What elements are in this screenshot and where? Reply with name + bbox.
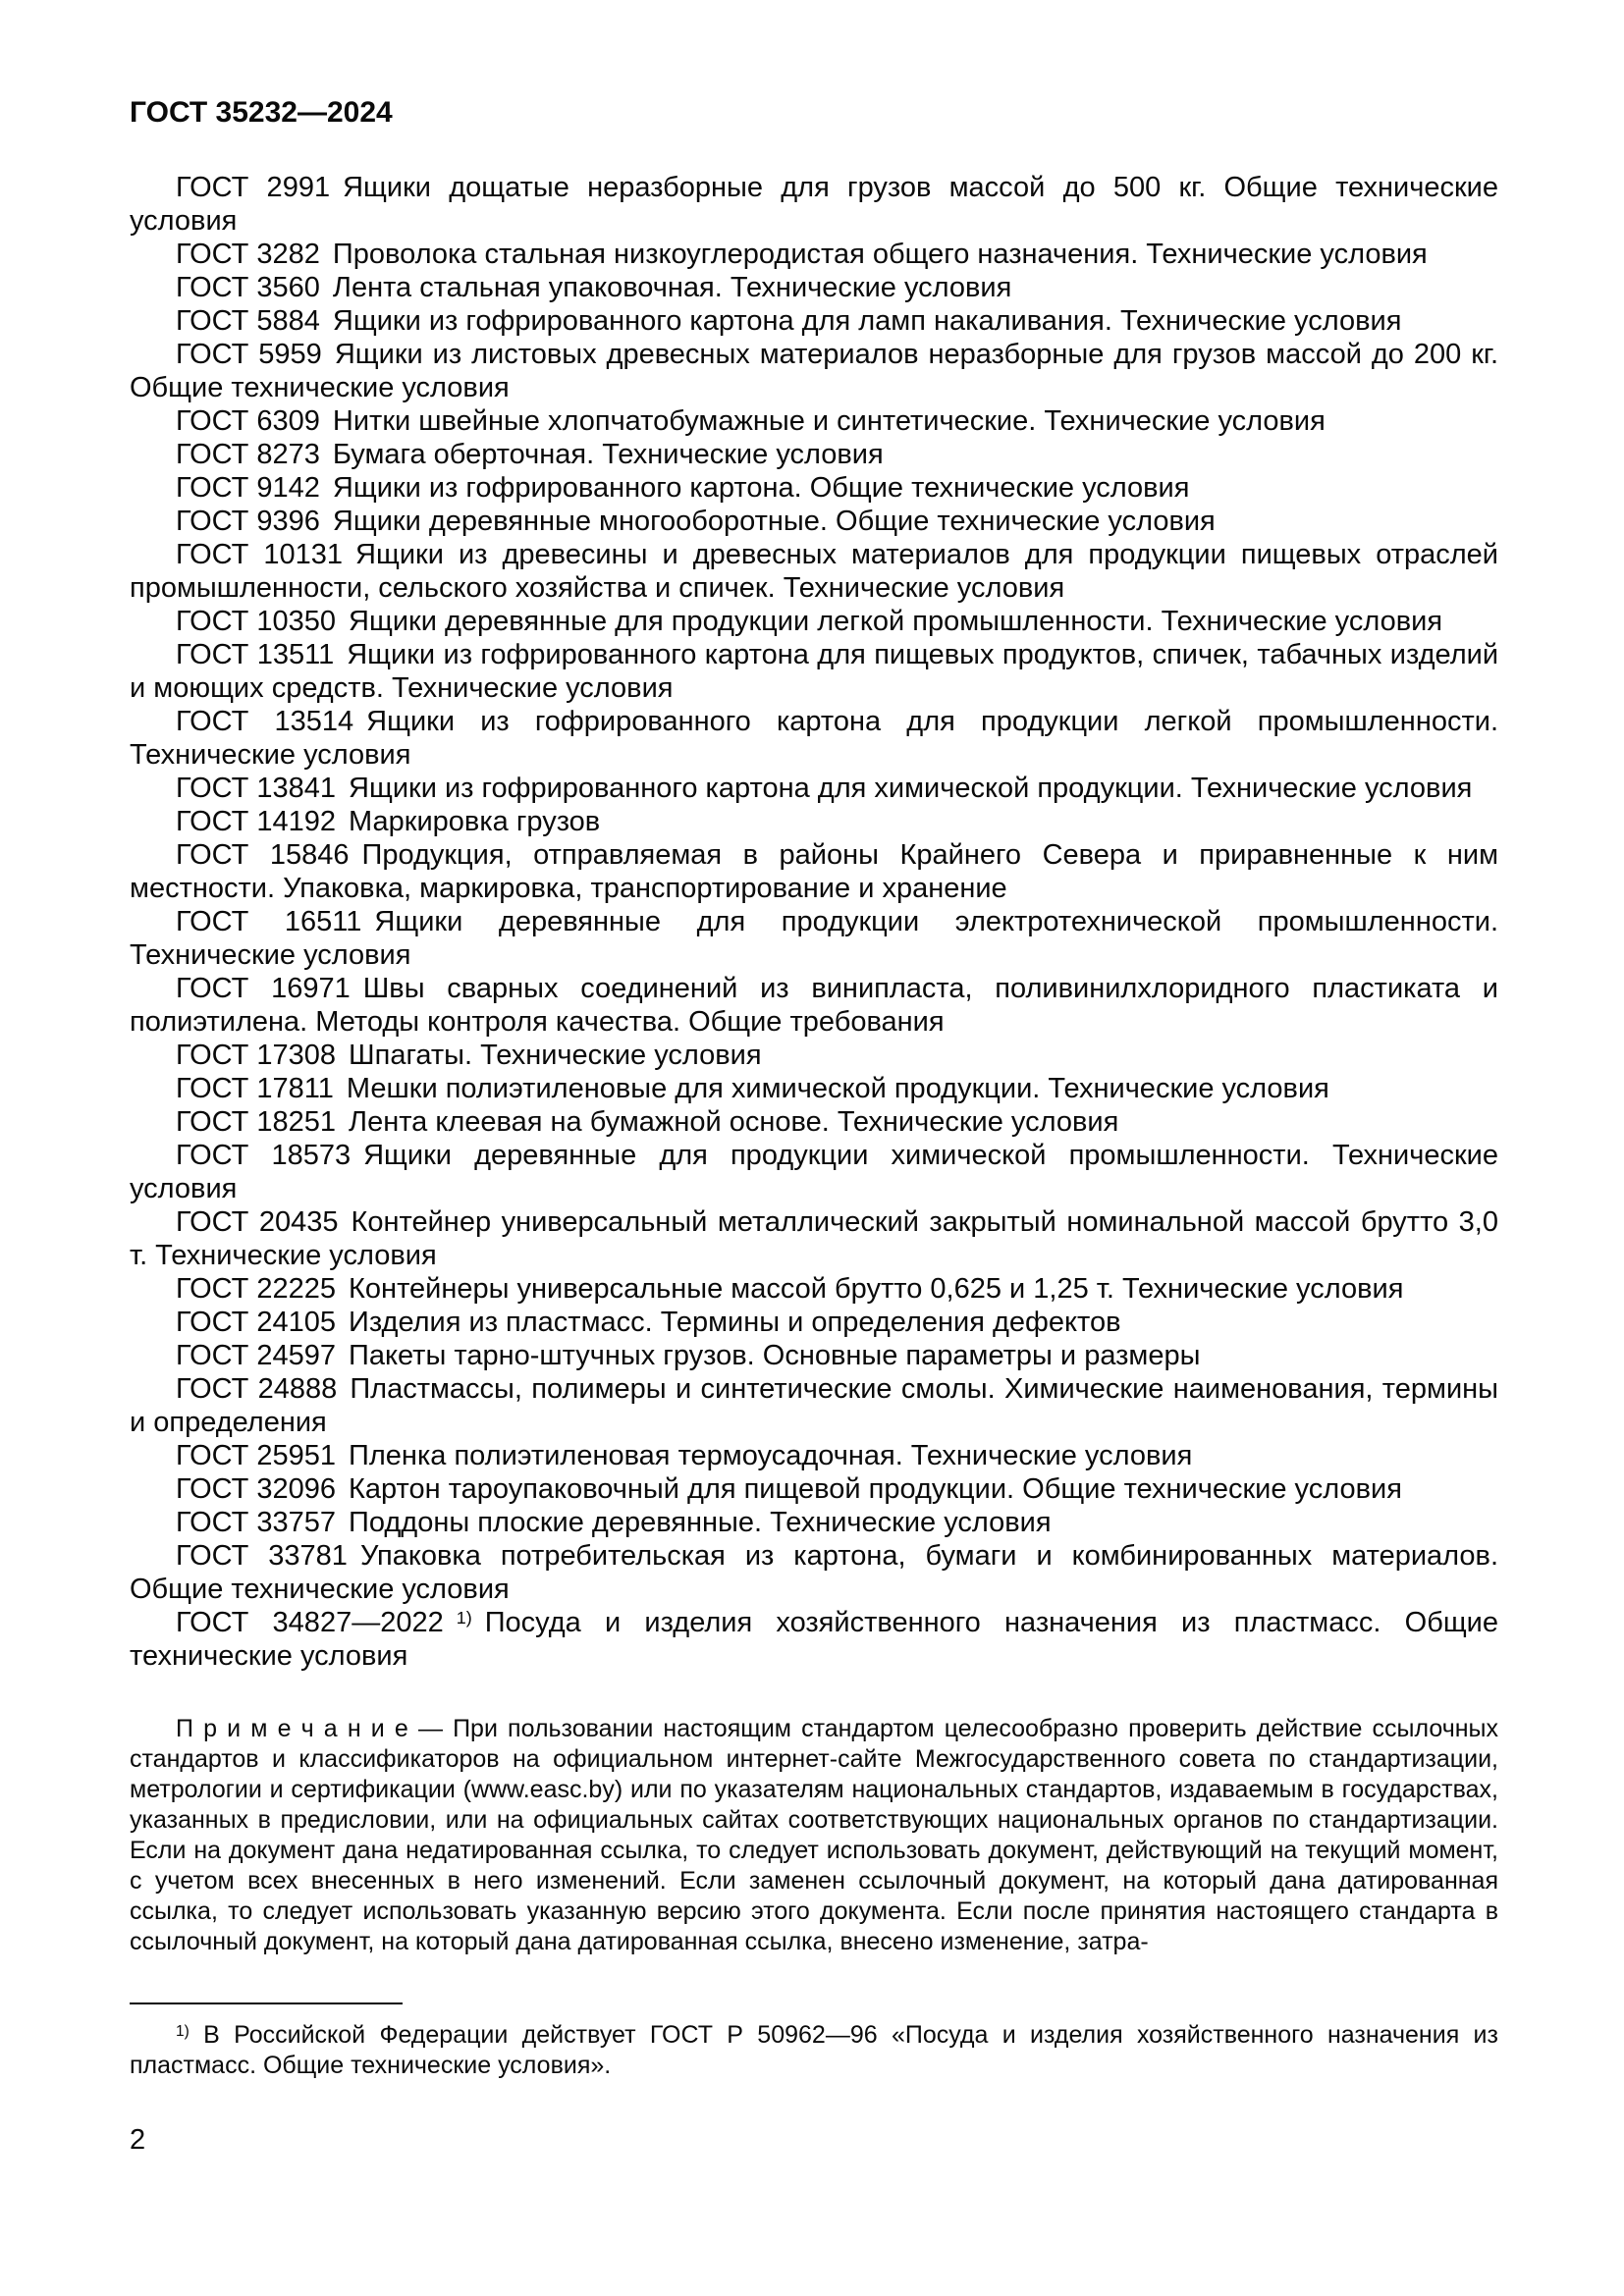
standard-title: Продукция, отправляемая в районы Крайнего Севера и приравненные к ним местности. Упаковка, маркировка, транспортирование и хранение xyxy=(130,839,1499,904)
standard-title: Ящики дощатые неразборные для грузов массой до 500 кг. Общие технические условия xyxy=(130,172,1498,237)
standard-title: Упаковка потребительская из картона, бумаги и комбинированных материалов. Общие технические условия xyxy=(130,1540,1498,1605)
footnote-marker: 1) xyxy=(176,2023,189,2041)
standard-code: ГОСТ 33757 xyxy=(176,1507,337,1538)
standard-code: ГОСТ 18573 xyxy=(176,1140,352,1171)
standard-code: ГОСТ 2991 xyxy=(176,172,331,203)
footnote-text: В Российской Федерации действует ГОСТ Р 50962—96 «Посуда и изделия хозяйственного назначения из пластмасс. Общие технические условия». xyxy=(130,2021,1498,2079)
standard-title: Ящики из гофрированного картона для ламп накаливания. Технические условия xyxy=(332,305,1402,337)
standard-entry xyxy=(130,805,1498,838)
standard-title: Ящики деревянные для продукции электротехнической промышленности. Технические условия xyxy=(130,906,1499,971)
standard-code: ГОСТ 3560 xyxy=(176,272,320,303)
standard-title: Ящики из гофрированного картона. Общие технические условия xyxy=(332,472,1190,504)
standard-entry xyxy=(130,538,1498,605)
standard-code: ГОСТ 5959 xyxy=(176,339,322,370)
footnote-separator xyxy=(130,2002,403,2004)
standard-title: Маркировка грузов xyxy=(349,806,601,837)
standard-code: ГОСТ 8273 xyxy=(176,439,320,470)
standard-code: ГОСТ 22225 xyxy=(176,1273,337,1305)
standard-code: ГОСТ 10131 xyxy=(176,539,344,570)
standard-code: ГОСТ 16511 xyxy=(176,906,362,937)
page-number: 2 xyxy=(130,2124,146,2156)
standard-code: ГОСТ 18251 xyxy=(176,1106,337,1138)
standard-title: Ящики деревянные для продукции химической промышленности. Технические условия xyxy=(130,1140,1498,1204)
standard-entry xyxy=(130,471,1498,505)
standard-entry xyxy=(130,1539,1498,1606)
standard-title: Нитки швейные хлопчатобумажные и синтетические. Технические условия xyxy=(332,405,1326,437)
note xyxy=(130,1714,1498,1957)
standard-code: ГОСТ 6309 xyxy=(176,405,320,437)
standard-title: Лента стальная упаковочная. Технические условия xyxy=(332,272,1012,303)
standard-entry xyxy=(130,438,1498,471)
standard-entry xyxy=(130,1205,1498,1272)
standard-code: ГОСТ 5884 xyxy=(176,305,320,337)
standard-entry xyxy=(130,905,1498,972)
standard-entry xyxy=(130,171,1498,238)
standard-title: Лента клеевая на бумажной основе. Технические условия xyxy=(349,1106,1119,1138)
standard-entry xyxy=(130,1439,1498,1472)
standard-title: Ящики деревянные многооборотные. Общие технические условия xyxy=(332,506,1216,537)
standard-code: ГОСТ 34827—2022 xyxy=(176,1607,444,1638)
standard-title: Изделия из пластмасс. Термины и определения дефектов xyxy=(349,1307,1121,1338)
standard-code: ГОСТ 24888 xyxy=(176,1373,338,1405)
note-label: П р и м е ч а н и е xyxy=(176,1715,408,1742)
standard-entry xyxy=(130,1039,1498,1072)
standard-code: ГОСТ 17811 xyxy=(176,1073,334,1104)
standard-title: Пластмассы, полимеры и синтетические смолы. Химические наименования, термины и определения xyxy=(130,1373,1499,1438)
standard-title: Ящики из гофрированного картона для химической продукции. Технические условия xyxy=(349,773,1473,804)
standard-code: ГОСТ 13511 xyxy=(176,639,335,670)
standard-title: Пленка полиэтиленовая термоусадочная. Технические условия xyxy=(349,1440,1193,1471)
standard-title: Бумага оберточная. Технические условия xyxy=(332,439,884,470)
standard-title: Ящики из древесины и древесных материалов для продукции пищевых отраслей промышленности, сельского хозяйства и спичек. Технические условия xyxy=(130,539,1498,604)
standard-title: Ящики из гофрированного картона для пищевых продуктов, спичек, табачных изделий и моющих средств. Технические условия xyxy=(130,639,1499,704)
standard-title: Посуда и изделия хозяйственного назначения из пластмасс. Общие технические условия xyxy=(130,1607,1498,1672)
standard-title: Картон тароупаковочный для пищевой продукции. Общие технические условия xyxy=(349,1473,1402,1505)
standard-title: Контейнер универсальный металлический закрытый номинальной массой брутто 3,0 т. Технические условия xyxy=(130,1206,1498,1271)
standard-title: Ящики из гофрированного картона для продукции легкой промышленности. Технические условия xyxy=(130,706,1498,771)
standard-entry xyxy=(130,1272,1498,1306)
standard-entry xyxy=(130,238,1498,271)
standard-title: Ящики деревянные для продукции легкой промышленности. Технические условия xyxy=(349,606,1443,637)
standard-code: ГОСТ 16971 xyxy=(176,973,351,1004)
footnote-ref: 1) xyxy=(456,1607,472,1628)
standard-entry xyxy=(130,772,1498,805)
standard-entry xyxy=(130,1339,1498,1372)
standard-entry xyxy=(130,404,1498,438)
footnote xyxy=(130,2020,1498,2081)
standard-entry xyxy=(130,304,1498,338)
standard-code: ГОСТ 9142 xyxy=(176,472,320,504)
standard-title: Пакеты тарно-штучных грузов. Основные параметры и размеры xyxy=(349,1340,1201,1371)
standard-code: ГОСТ 17308 xyxy=(176,1040,337,1071)
standard-code: ГОСТ 25951 xyxy=(176,1440,337,1471)
standard-entry xyxy=(130,271,1498,304)
standard-code: ГОСТ 13514 xyxy=(176,706,354,737)
standard-entry xyxy=(130,1606,1498,1673)
standard-entry xyxy=(130,705,1498,772)
standard-code: ГОСТ 10350 xyxy=(176,606,337,637)
standard-entry xyxy=(130,505,1498,538)
standard-title: Ящики из листовых древесных материалов неразборные для грузов массой до 200 кг. Общие технические условия xyxy=(130,339,1499,403)
standard-title: Проволока стальная низкоуглеродистая общего назначения. Технические условия xyxy=(332,239,1428,270)
standard-title: Мешки полиэтиленовые для химической продукции. Технические условия xyxy=(346,1073,1329,1104)
standard-title: Швы сварных соединений из винипласта, поливинилхлоридного пластиката и полиэтилена. Методы контроля качества. Общие требования xyxy=(130,973,1498,1038)
standard-code: ГОСТ 3282 xyxy=(176,239,320,270)
standards-list xyxy=(130,171,1498,1673)
standard-title: Шпагаты. Технические условия xyxy=(349,1040,762,1071)
standard-code: ГОСТ 13841 xyxy=(176,773,337,804)
note-text: — При пользовании настоящим стандартом целесообразно проверить действие ссылочных стандартов и классификаторов на официальном интернет-сайте Межгосударственного совета по стандартизации, метрологии и сертификации (www.easc.by) или по указателям национальных стандартов, издаваемым в государствах, указанных в предисловии, или на официальных сайтах соответствующих национальных органов по стандартизации. Если на документ дана недатированная ссылка, то следует использовать документ, действующий на текущий момент, с учетом всех внесенных в него изменений. Если заменен ссылочный документ, на который дана датированная ссылка, то следует использовать указанную версию этого документа. Если после принятия настоящего стандарта в ссылочный документ, на который дана датированная ссылка, внесено изменение, затра- xyxy=(130,1715,1498,1955)
standard-code: ГОСТ 24597 xyxy=(176,1340,337,1371)
standard-entry xyxy=(130,1472,1498,1506)
standard-entry xyxy=(130,605,1498,638)
standard-entry xyxy=(130,1306,1498,1339)
standard-title: Контейнеры универсальные массой брутто 0,625 и 1,25 т. Технические условия xyxy=(349,1273,1404,1305)
standard-code: ГОСТ 9396 xyxy=(176,506,320,537)
standard-entry xyxy=(130,838,1498,905)
standard-entry xyxy=(130,338,1498,404)
standard-entry xyxy=(130,1072,1498,1105)
standard-code: ГОСТ 20435 xyxy=(176,1206,339,1238)
header-title: ГОСТ 35232—2024 xyxy=(130,96,393,129)
standard-code: ГОСТ 24105 xyxy=(176,1307,337,1338)
standard-title: Поддоны плоские деревянные. Технические условия xyxy=(349,1507,1052,1538)
standard-entry xyxy=(130,1506,1498,1539)
standard-entry xyxy=(130,1139,1498,1205)
standard-entry xyxy=(130,1372,1498,1439)
standard-code: ГОСТ 32096 xyxy=(176,1473,337,1505)
standard-entry xyxy=(130,972,1498,1039)
standard-code: ГОСТ 14192 xyxy=(176,806,337,837)
standard-entry xyxy=(130,638,1498,705)
standard-code: ГОСТ 33781 xyxy=(176,1540,348,1572)
standard-code: ГОСТ 15846 xyxy=(176,839,350,871)
standard-entry xyxy=(130,1105,1498,1139)
